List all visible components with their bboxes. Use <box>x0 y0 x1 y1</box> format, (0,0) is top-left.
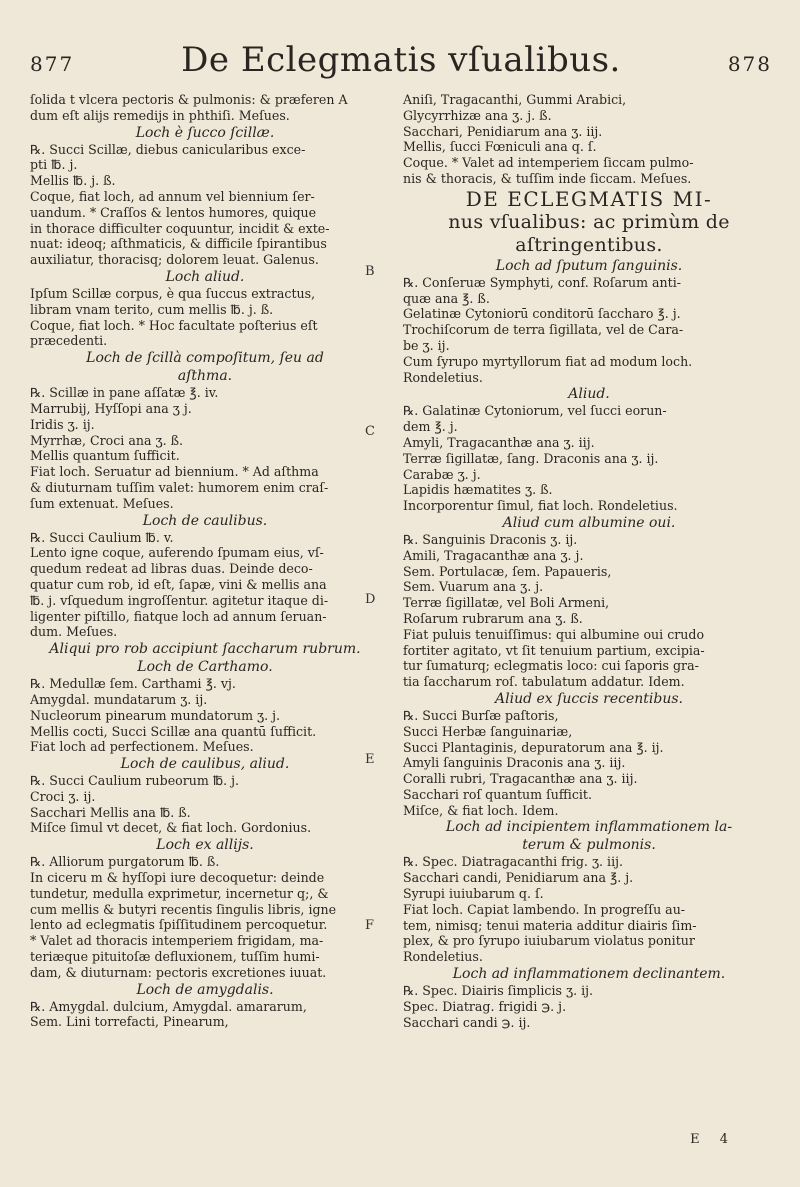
text-line: Sacchari, Penidiarum ana ʒ. iij. <box>403 123 603 139</box>
text-line: quæ ana ℥. ß. <box>403 290 490 306</box>
text-line: nis & thoracis, & tuſſim inde ſiccam. Meſues. <box>403 170 692 186</box>
margin-marker: F <box>365 918 375 933</box>
text-line: Fiat loch ad perfectionem. Meſues. <box>30 739 254 755</box>
text-line: Iridis ʒ. ij. <box>30 416 95 432</box>
text-line: Lento igne coque, auferendo ſpumam eius, vſ- <box>30 545 324 561</box>
text-line: Amyli ſanguinis Draconis ana ʒ. iij. <box>403 755 626 771</box>
recipe-heading: terum & pulmonis. <box>522 837 656 854</box>
recipe-ingredient-line: ℞. Galatinæ Cytoniorum, vel ſucci eorun- <box>403 403 667 419</box>
text-line: Syrupi iuiubarum q. ſ. <box>403 886 544 902</box>
text-line: tia ſaccharum roſ. tabulatum addatur. Idem. <box>403 674 685 690</box>
text-line: & diuturnam tuſſim valet: humorem enim craſ- <box>30 479 329 495</box>
text-line: Myrrhæ, Croci ana ʒ. ß. <box>30 432 183 448</box>
recipe-ingredient-line: ℞. Medullæ ſem. Carthami ℥. vj. <box>30 676 236 692</box>
text-line: Carabæ ʒ. j. <box>403 466 481 482</box>
text-line: In ciceru m & hyſſopi iure decoquetur: deinde <box>30 870 325 886</box>
text-line: Miſce ſimul vt decet, & fiat loch. Gordonius. <box>30 820 312 836</box>
text-line: Spec. Diatrag. frigidi ℈. j. <box>403 998 567 1014</box>
text-line: quedum redeat ad libras duas. Deinde deco- <box>30 561 313 577</box>
text-line: pti ℔. j. <box>30 157 78 173</box>
text-line: Incorporentur ſimul, fiat loch. Rondeletius. <box>403 498 678 514</box>
text-line: lento ad eclegmatis ſpiſſitudinem percoquetur. <box>30 917 328 933</box>
text-line: be ʒ. ij. <box>403 337 450 353</box>
text-line: Aniſi, Tragacanthi, Gummi Arabici, <box>403 92 627 107</box>
recipe-heading: Loch de caulibus, aliud. <box>120 756 290 773</box>
text-line: * Valet ad thoracis intemperiem frigidam, ma- <box>30 933 324 949</box>
text-line: Coque. * Valet ad intemperiem ſiccam pulmo- <box>403 155 694 171</box>
text-line: Sem. Lini torrefacti, Pinearum, <box>30 1014 229 1030</box>
text-line: Mellis ℔. j. ß. <box>30 173 116 189</box>
text-line: teriæque pituitoſæ defluxionem, tuſſim humi- <box>30 949 320 965</box>
recipe-ingredient-line: ℞. Conſeruæ Symphyti, conf. Roſarum anti- <box>403 274 682 290</box>
text-line: Sem. Portulacæ, ſem. Papaueris, <box>403 563 612 579</box>
text-line: Ipſum Scillæ corpus, è qua ſuccus extractus, <box>30 285 316 301</box>
text-line: Rondeletius. <box>403 369 483 385</box>
text-line: tem, nimisq; tenui materia additur diairis ſim- <box>403 917 697 933</box>
recipe-heading: Aliqui pro rob accipiunt ſaccharum rubrum. <box>49 641 361 658</box>
text-line: Gelatinæ Cytoniorū conditorū ſaccharo ℥. j. <box>403 306 681 322</box>
section-subtitle: nus vſualibus: ac primùm de <box>448 210 730 233</box>
margin-marker: D <box>365 592 376 607</box>
section-title: DE ECLEGMATIS MI- <box>465 186 713 211</box>
text-line: Trochiſcorum de terra ſigillata, vel de Cara- <box>403 322 684 338</box>
recipe-heading: Loch de caulibus. <box>142 512 268 529</box>
text-line: Sacchari candi ℈. ij. <box>403 1014 531 1030</box>
recipe-heading: Aliud cum albumine oui. <box>502 514 676 531</box>
recipe-heading: Loch aliud. <box>165 268 245 285</box>
right-column <box>403 92 775 1030</box>
text-line: plex, & pro ſyrupo iuiubarum violatus ponitur <box>403 933 695 949</box>
text-line: Rondeletius. <box>403 949 483 965</box>
text-line: Sem. Vuarum ana ʒ. j. <box>403 579 544 595</box>
text-line: Lapidis hæmatites ʒ. ß. <box>403 482 553 498</box>
margin-marker: E <box>365 752 375 767</box>
recipe-heading: Loch ex allijs. <box>156 837 254 854</box>
text-line: tur ſumaturq; eclegmatis loco: cui ſaporis gra- <box>403 658 699 674</box>
text-line: in thorace difficulter coquuntur, incidit & exte- <box>30 220 330 236</box>
text-line: Succi Herbæ ſanguinariæ, <box>403 723 573 739</box>
margin-marker: B <box>365 264 375 279</box>
text-line: ſum extenuat. Meſues. <box>30 495 174 511</box>
text-line: ℔. j. vſquedum ingroſſentur. agitetur itaque di- <box>30 592 329 608</box>
recipe-heading: Loch de amygdalis. <box>136 981 274 998</box>
recipe-ingredient-line: ℞. Succi Burſæ paſtoris, <box>403 707 559 723</box>
recipe-heading: Loch de Carthamo. <box>137 659 273 676</box>
page-number-left: 877 <box>30 52 75 76</box>
text-line: Croci ʒ. ij. <box>30 788 96 804</box>
page-number-right: 878 <box>727 52 772 76</box>
text-line: ſolida t vlcera pectoris & pulmonis: & præferen A <box>30 92 348 107</box>
text-line: Cum ſyrupo myrtyllorum fiat ad modum loch. <box>403 353 693 369</box>
running-title: De Eclegmatis vſualibus. <box>181 40 621 80</box>
recipe-heading: Aliud. <box>568 386 610 403</box>
recipe-ingredient-line: ℞. Sanguinis Draconis ʒ. ij. <box>403 531 578 547</box>
text-line: auxiliatur, thoracisq; dolorem leuat. Galenus. <box>30 252 319 268</box>
text-line: nuat: ideoq; aſthmaticis, & difficile ſpirantibus <box>30 236 327 252</box>
page-header <box>30 38 772 88</box>
recipe-ingredient-line: ℞. Spec. Diatragacanthi frig. ʒ. iij. <box>403 854 624 870</box>
text-line: Amili, Tragacanthæ ana ʒ. j. <box>403 547 584 563</box>
text-line: Amygdal. mundatarum ʒ. ij. <box>30 691 208 707</box>
text-line: Mellis quantum ſufficit. <box>30 448 180 464</box>
recipe-ingredient-line: ℞. Spec. Diairis ſimplicis ʒ. ij. <box>403 983 594 999</box>
text-line: Fiat puluis tenuiſſimus: qui albumine oui crudo <box>403 626 705 642</box>
text-line: Glycyrrhizæ ana ʒ. j. ß. <box>403 107 552 123</box>
text-line: Nucleorum pinearum mundatorum ʒ. j. <box>30 707 281 723</box>
text-line: dam, & diuturnam: pectoris excretiones iuuat. <box>30 964 327 980</box>
text-line: Terræ ſigillatæ, vel Boli Armeni, <box>403 595 610 611</box>
text-line: Coque, fiat loch. * Hoc facultate poſterius eſt <box>30 317 318 333</box>
text-line: dum. Meſues. <box>30 624 118 640</box>
text-line: Fiat loch. Capiat lambendo. In progreſſu au- <box>403 901 686 917</box>
text-line: Fiat loch. Seruatur ad biennium. * Ad aſthma <box>30 464 319 480</box>
recipe-heading: Aliud ex ſuccis recentibus. <box>495 690 683 707</box>
text-line: Sacchari Mellis ana ℔. ß. <box>30 804 191 820</box>
text-line: Roſarum rubrarum ana ʒ. ß. <box>403 610 583 626</box>
text-line: Sacchari candi, Penidiarum ana ℥. j. <box>403 870 634 886</box>
recipe-heading: Loch de ſcillà compoſitum, ſeu ad <box>86 350 324 367</box>
text-line: præcedenti. <box>30 333 108 349</box>
text-line: Mellis cocti, Succi Scillæ ana quantū ſufficit. <box>30 723 317 739</box>
recipe-ingredient-line: ℞. Alliorum purgatorum ℔. ß. <box>30 854 220 870</box>
text-line: quatur cum rob, id eſt, ſapæ, vini & mellis ana <box>30 576 327 592</box>
section-subtitle: aſtringentibus. <box>515 233 663 256</box>
left-column <box>30 92 380 1030</box>
recipe-heading: aſthma. <box>177 368 233 385</box>
text-line: cum mellis & butyri recentis ſingulis libris, igne <box>30 901 337 917</box>
text-line: Mellis, ſucci Fœniculi ana q. ſ. <box>403 139 597 155</box>
text-line: dum eſt alijs remedijs in phthiſi. Meſues. <box>30 107 290 123</box>
text-line: Coralli rubri, Tragacanthæ ana ʒ. iij. <box>403 771 638 787</box>
recipe-ingredient-line: ℞. Succi Scillæ, diebus canicularibus exce- <box>30 141 306 157</box>
recipe-ingredient-line: ℞. Succi Caulium rubeorum ℔. j. <box>30 773 240 789</box>
margin-marker: C <box>365 424 375 439</box>
recipe-ingredient-line: ℞. Succi Caulium ℔. v. <box>30 529 174 545</box>
text-line: libram vnam terito, cum mellis ℔. j. ß. <box>30 301 274 317</box>
signature-mark: E 4 <box>690 1132 736 1147</box>
recipe-heading: Loch ad ſputum ſanguinis. <box>495 257 683 274</box>
text-line: Miſce, & fiat loch. Idem. <box>403 802 559 818</box>
recipe-heading: Loch ad inflammationem declinantem. <box>452 966 726 983</box>
recipe-ingredient-line: ℞. Scillæ in pane aſſatæ ℥. iv. <box>30 385 219 401</box>
text-line: Marrubij, Hyſſopi ana ʒ j. <box>30 400 192 416</box>
recipe-ingredient-line: ℞. Amygdal. dulcium, Amygdal. amararum, <box>30 998 307 1014</box>
text-line: uandum. * Craſſos & lentos humores, quique <box>30 204 317 220</box>
recipe-heading: Loch ad incipientem inflammationem la- <box>445 819 733 836</box>
text-line: dem ℥. j. <box>403 419 458 435</box>
text-line: tundetur, medulla exprimetur, incernetur q;, & <box>30 885 329 901</box>
text-line: Coque, fiat loch, ad annum vel biennium ſer- <box>30 188 315 204</box>
text-line: ligenter piſtillo, fiatque loch ad annum ſeruan- <box>30 608 327 624</box>
text-line: fortiter agitato, vt ſit tenuium partium, excipia- <box>403 642 705 658</box>
text-line: Sacchari roſ quantum ſufficit. <box>403 786 592 802</box>
recipe-heading: Loch è ſucco ſcillæ. <box>135 124 275 141</box>
text-line: Succi Plantaginis, depuratorum ana ℥. ij. <box>403 739 664 755</box>
text-line: Terræ ſigillatæ, ſang. Draconis ana ʒ. ij. <box>403 450 659 466</box>
text-line: Amyli, Tragacanthæ ana ʒ. iij. <box>403 434 595 450</box>
